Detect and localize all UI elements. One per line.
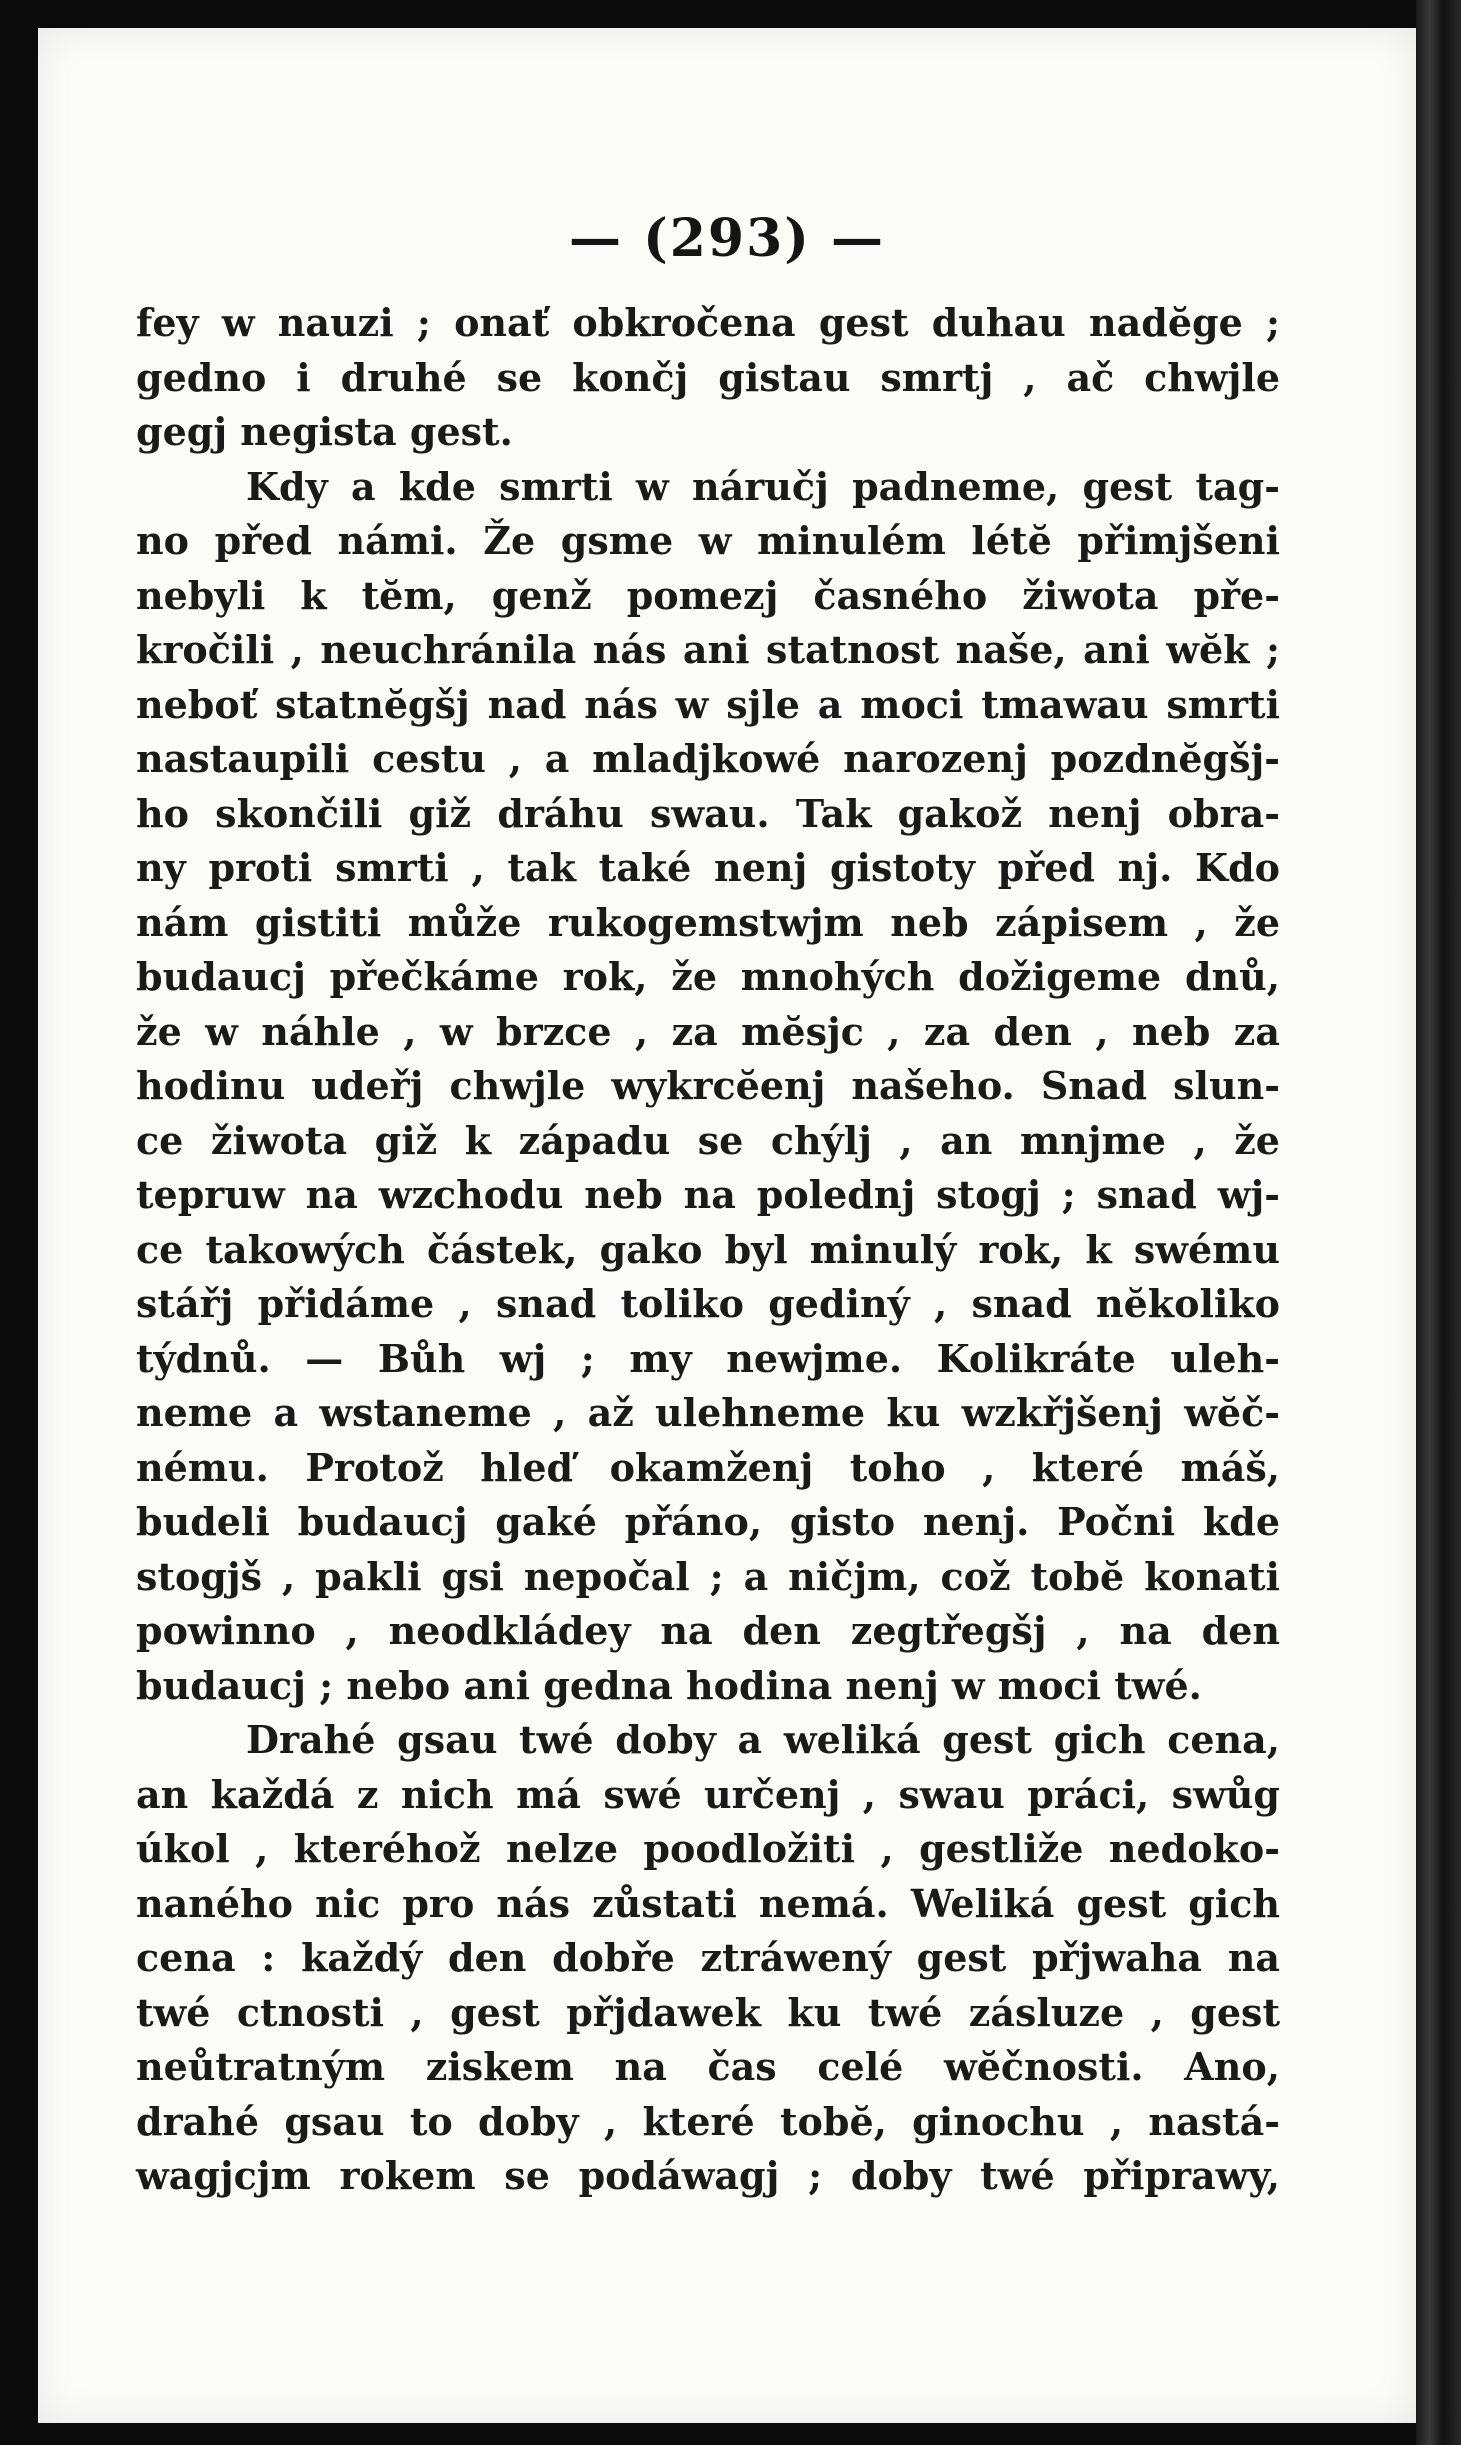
text-line: stogjš , pakli gsi nepočal ; a ničjm, což tobĕ konati	[136, 1553, 1280, 1599]
page-binding-edge	[1416, 0, 1461, 2445]
body-text	[136, 296, 1280, 2204]
text-line: naného nic pro nás zůstati nemá. Weliká gest gich	[136, 1880, 1280, 1926]
text-line: powinno , neodkládey na den zegtřegšj , na den	[136, 1608, 1280, 1653]
text-line: nám gistiti může rukogemstwjm neb zápisem , že	[136, 899, 1280, 945]
text-line: že w náhle , w brzce , za mĕsjc , za den , neb za	[136, 1008, 1280, 1054]
text-line: twé ctnosti , gest přjdawek ku twé zásluze , gest	[136, 1989, 1280, 2035]
text-line: ho skončili giž dráhu swau. Tak gakož nenj obra-	[136, 790, 1280, 836]
text-line: ny proti smrti , tak také nenj gistoty před nj. Kdo	[136, 845, 1280, 890]
text-line: budeli budaucj gaké přáno, gisto nenj. Počni kde	[136, 1499, 1280, 1544]
text-line: ce takowých částek, gako byl minulý rok, k swému	[136, 1226, 1280, 1272]
text-line: nebyli k tĕm, genž pomezj časného žiwota pře-	[136, 572, 1280, 618]
text-line: Kdy a kde smrti w náručj padneme, gest tag-	[246, 463, 1280, 509]
text-line: kročili , neuchránila nás ani statnost naše, ani wĕk ;	[136, 627, 1280, 672]
text-line: stářj přidáme , snad toliko gediný , snad nĕkoliko	[136, 1281, 1280, 1326]
text-line: an každá z nich má swé určenj , swau práci, swůg	[136, 1771, 1280, 1817]
text-line: úkol , kteréhož nelze poodložiti , gestliže nedoko-	[136, 1826, 1280, 1871]
text-line: hodinu udeřj chwjle wykrcĕenj našeho. Snad slun-	[136, 1063, 1280, 1108]
page-number: — (293) —	[569, 208, 885, 269]
text-line: nastaupili cestu , a mladjkowé narozenj pozdnĕgšj-	[136, 736, 1280, 781]
text-line: budaucj ; nebo ani gedna hodina nenj w moci twé.	[136, 1662, 1202, 1708]
text-line: gegj negista gest.	[136, 409, 513, 454]
text-line: wagjcjm rokem se podáwagj ; doby twé připrawy,	[136, 2153, 1280, 2198]
text-line: neboť statnĕgšj nad nás w sjle a moci tmawau smrti	[136, 681, 1280, 727]
text-line: gedno i druhé se končj gistau smrtj , ač chwjle	[136, 354, 1280, 400]
text-line: týdnů. — Bůh wj ; my newjme. Kolikráte uleh-	[136, 1335, 1280, 1381]
text-line: tepruw na wzchodu neb na polednj stogj ; snad wj-	[136, 1172, 1280, 1217]
text-line: neůtratným ziskem na čas celé wĕčnosti. Ano,	[136, 2044, 1280, 2089]
text-line: fey w nauzi ; onať obkročena gest duhau nadĕge ;	[136, 300, 1280, 345]
text-line: cena : každý den dobře ztráwený gest přjwaha na	[136, 1935, 1280, 1980]
text-line: budaucj přečkáme rok, že mnohých dožigeme dnů,	[136, 954, 1280, 999]
text-line: no před námi. Že gsme w minulém létĕ přimjšeni	[136, 518, 1280, 563]
book-page	[38, 28, 1416, 2423]
text-line: neme a wstaneme , až ulehneme ku wzkřjšenj wĕč-	[136, 1390, 1280, 1435]
text-line: ce žiwota giž k západu se chýlj , an mnjme , že	[136, 1117, 1280, 1163]
text-line: drahé gsau to doby , které tobĕ, ginochu , nastá-	[136, 2098, 1280, 2144]
text-line: nému. Protož hleď okamženj toho , které máš,	[136, 1444, 1280, 1490]
text-line: Drahé gsau twé doby a weliká gest gich cena,	[246, 1717, 1280, 1762]
